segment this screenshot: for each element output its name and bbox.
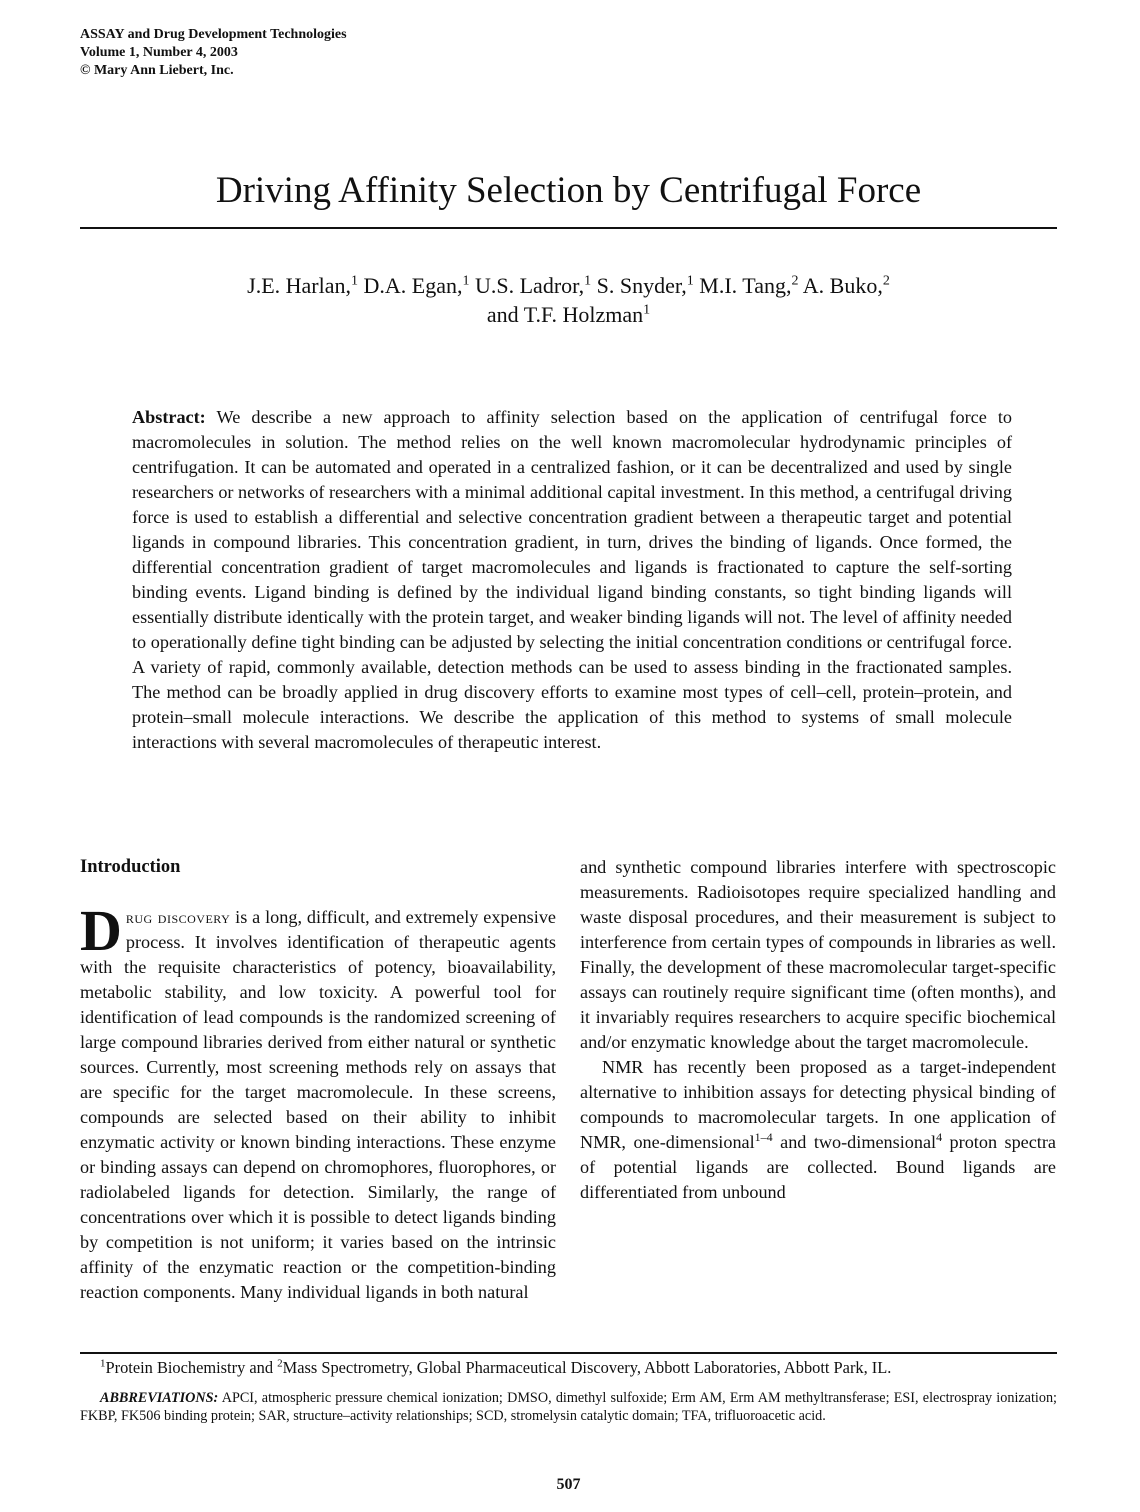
abstract-text: We describe a new approach to affinity selection based on the application of centrifugal force to macromolecules in solution. The method relies on the well known macromolecular hydrodynamic principles of centrifugation. It can be automated and operated in a centralized fashion, or it can be decentralized and used by single researchers or networks of researchers with a minimal additional capital investment. In this method, a centrifugal driving force is used to establish a differential and selective concentration gradient between a therapeutic target and potential ligands in compound libraries. This concentration gradient, in turn, drives the binding of ligands. Once formed, the differential concentration gradient of target macromolecules and ligands is fractionated to capture the self-sorting binding events. Ligand binding is defined by the individual ligand binding constants, so tight binding ligands will essentially distribute identically with the protein target, and weaker binding ligands will not. The level of affinity needed to operationally define tight binding can be adjusted by selecting the initial concentration conditions or centrifugal force. A variety of rapid, commonly available, detection methods can be used to assess binding in the fractionated samples. The method can be broadly applied in drug discovery efforts to examine most types of cell–cell, protein–protein, and protein–small molecule interactions. We describe the application of this method to systems of small molecule interactions with several macromolecules of therapeutic interest.: [132, 407, 1012, 752]
paragraph-text: is a long, difficult, and extremely expensive process. It involves identification of therapeutic agents with the requisite characteristics of potency, bioavailability, metabolic stability, and low toxicity. A powerful tool for identification of lead compounds is the randomized screening of large compound libraries derived from either natural or synthetic sources. Currently, most screening methods rely on assays that are specific for the target macromolecule. In these screens, compounds are selected based on their ability to inhibit enzymatic activity or known binding interactions. These enzyme or binding assays can depend on chromophores, fluorophores, or radiolabeled ligands for detection. Similarly, the range of concentrations over which it is possible to detect ligands binding by competition is not uniform; it varies based on the intrinsic affinity of the enzymatic reaction or the competition-binding reaction components. Many individual ligands in both natural: [80, 907, 556, 1302]
author: and T.F. Holzman$^1$: [486, 302, 651, 327]
abstract-label: Abstract:: [132, 407, 206, 427]
title-divider: [80, 227, 1057, 229]
drop-cap: D: [80, 898, 122, 963]
page-number: 507: [556, 1476, 581, 1493]
citation-ref: 4: [936, 1129, 943, 1144]
journal-copyright: © Mary Ann Liebert, Inc.: [80, 63, 234, 78]
journal-volume: Volume 1, Number 4, 2003: [80, 45, 238, 60]
author: S. Snyder,$^1$: [596, 273, 694, 298]
author: A. Buko,$^2$: [802, 273, 890, 298]
author: D.A. Egan,$^1$: [363, 273, 470, 298]
intro-paragraph-1-continued: and synthetic compound libraries interfere with spectroscopic measurements. Radioisotopes require specialized handling and waste disposal procedures, and their measurement is subject to interference from certain types of compounds in libraries as well. Finally, the development of these macromolecular target-specific assays can routinely require significant time (often months), and it invariably requires researchers to acquire specific biochemical and/or enzymatic knowledge about the target macromolecule.: [580, 857, 1056, 1052]
citation-ref: 1–4: [754, 1129, 773, 1144]
abbreviations-label: ABBREVIATIONS:: [100, 1390, 219, 1406]
abstract: [132, 405, 1012, 755]
abbreviations-text: APCI, atmospheric pressure chemical ionization; DMSO, dimethyl sulfoxide; Erm AM, Erm AM methyltransferase; ESI, electrospray ionization; FKBP, FK506 binding protein; SAR, structure–activity relationships; SCD, stromelysin catalytic domain; TFA, trifluoroacetic acid.: [80, 1390, 1057, 1424]
author-list: [80, 271, 1057, 329]
journal-header: [80, 26, 347, 80]
section-heading: Introduction: [80, 857, 181, 877]
author: M.I. Tang,$^2$: [699, 273, 799, 298]
abbreviations-footnote: [80, 1389, 1057, 1425]
author: J.E. Harlan,$^1$: [247, 273, 359, 298]
intro-paragraph-1: [80, 898, 556, 1305]
body-column-left: [80, 855, 556, 1305]
affiliation-footnote: $^1$Protein Biochemistry and $^2$Mass Spectrometry, Global Pharmaceutical Discovery, Abbott Laboratories, Abbott Park, IL.: [100, 1357, 892, 1377]
paper-title: Driving Affinity Selection by Centrifugal Force: [215, 170, 922, 211]
footnote-divider: [80, 1352, 1057, 1354]
journal-name: ASSAY and Drug Development Technologies: [80, 27, 347, 42]
intro-paragraph-2: NMR has recently been proposed as a target-independent alternative to inhibition assays for detecting physical binding of compounds to macromolecular targets. In one application of NMR, one-dimensional$^{1-4}$ and two-dimensional$^4$ proton spectra of potential ligands are collected. Bound ligands are differentiated from unbound: [580, 1057, 1056, 1202]
smallcaps-lead: rug discovery: [125, 908, 231, 927]
author: U.S. Ladror,$^1$: [475, 273, 592, 298]
body-column-right: [580, 855, 1056, 1205]
